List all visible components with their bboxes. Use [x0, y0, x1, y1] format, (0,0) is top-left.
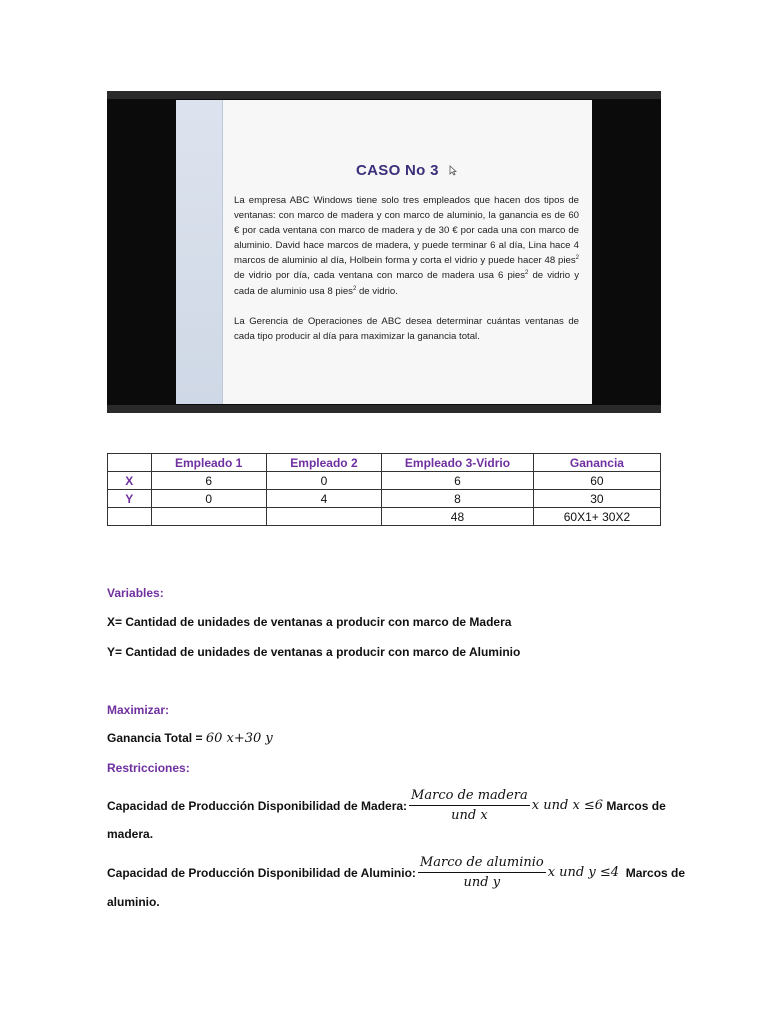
table-row-label	[108, 508, 152, 526]
table-row	[108, 508, 661, 526]
table-row-label: X	[108, 472, 152, 490]
variable-x-definition: X= Cantidad de unidades de ventanas a producir con marco de Madera	[107, 615, 512, 629]
constraint-wood-continuation: madera.	[107, 827, 154, 841]
constraint-wood	[107, 788, 666, 823]
table-header-cell: Empleado 1	[151, 454, 266, 472]
table-cell: 6	[151, 472, 266, 490]
table-header-cell: Empleado 3-Vidrio	[382, 454, 534, 472]
slide-body	[234, 193, 579, 359]
table-header-cell	[108, 454, 152, 472]
slide-paragraph-2: La Gerencia de Operaciones de ABC desea determinar cuántas ventanas de cada tipo producir al día para maximizar la ganancia total.	[234, 315, 579, 342]
table-cell: 30	[533, 490, 660, 508]
table-cell: 4	[266, 490, 381, 508]
slide-side-strip	[176, 100, 223, 404]
table-cell: 8	[382, 490, 534, 508]
table-cell: 48	[382, 508, 534, 526]
constraint-wood-inequality: x und x ≤6	[531, 798, 604, 813]
table-cell: 60X1+ 30X2	[533, 508, 660, 526]
constraint-aluminum	[107, 855, 685, 890]
variables-heading: Variables:	[107, 586, 164, 600]
table-cell: 6	[382, 472, 534, 490]
objective-expression: 60 x+30 y	[205, 731, 273, 746]
constraints-heading: Restricciones:	[107, 761, 190, 775]
fraction-denominator: und y	[463, 875, 501, 890]
constraint-aluminum-label: Capacidad de Producción Disponibilidad de Aluminio:	[107, 865, 416, 880]
table-cell: 60	[533, 472, 660, 490]
table-row	[108, 472, 661, 490]
table-header-cell: Ganancia	[533, 454, 660, 472]
table-header-row	[108, 454, 661, 472]
mouse-cursor-icon	[449, 165, 457, 176]
table-cell	[266, 508, 381, 526]
constraint-wood-label: Capacidad de Producción Disponibilidad de Madera:	[107, 798, 408, 813]
employee-table	[107, 453, 661, 526]
slide-content	[176, 100, 592, 404]
slide-title: CASO No 3	[356, 162, 439, 179]
constraint-wood-fraction	[409, 788, 530, 823]
fraction-numerator: Marco de madera	[409, 788, 530, 806]
video-top-bar	[107, 91, 661, 99]
constraint-aluminum-fraction	[418, 855, 546, 890]
table-cell: 0	[151, 490, 266, 508]
slide-image	[107, 91, 661, 413]
variable-y-definition: Y= Cantidad de unidades de ventanas a producir con marco de Aluminio	[107, 645, 521, 659]
table-row	[108, 490, 661, 508]
fraction-denominator: und x	[451, 808, 488, 823]
objective-label: Ganancia Total =	[107, 731, 206, 745]
constraint-wood-suffix: Marcos de	[603, 798, 666, 813]
constraint-aluminum-suffix: Marcos de	[619, 865, 686, 880]
constraint-aluminum-inequality: x und y ≤4	[547, 865, 620, 880]
table-cell	[151, 508, 266, 526]
table-row-label: Y	[108, 490, 152, 508]
table-cell: 0	[266, 472, 381, 490]
table-header-cell: Empleado 2	[266, 454, 381, 472]
constraint-aluminum-continuation: aluminio.	[107, 895, 160, 909]
objective-function	[107, 731, 273, 746]
fraction-numerator: Marco de aluminio	[418, 855, 546, 873]
maximize-heading: Maximizar:	[107, 703, 170, 717]
video-bottom-bar	[107, 405, 661, 413]
slide-paragraph-1: La empresa ABC Windows tiene solo tres empleados que hacen dos tipos de ventanas: con marco de madera y con marco de aluminio, la ganancia es de 60 € por cada ventana con marco de madera y de 30 € por cada una con marco de aluminio. David hace marcos de madera, y puede terminar 6 al día, Lina hace 4 marcos de aluminio al día, Holbein forma y corta el vidrio y puede hacer 48 pies$^2$ de vidrio por día, cada ventana con marco de madera usa 6 pies$^2$ de vidrio y cada de aluminio usa 8 pies$^2$ de vidrio.	[234, 195, 580, 297]
